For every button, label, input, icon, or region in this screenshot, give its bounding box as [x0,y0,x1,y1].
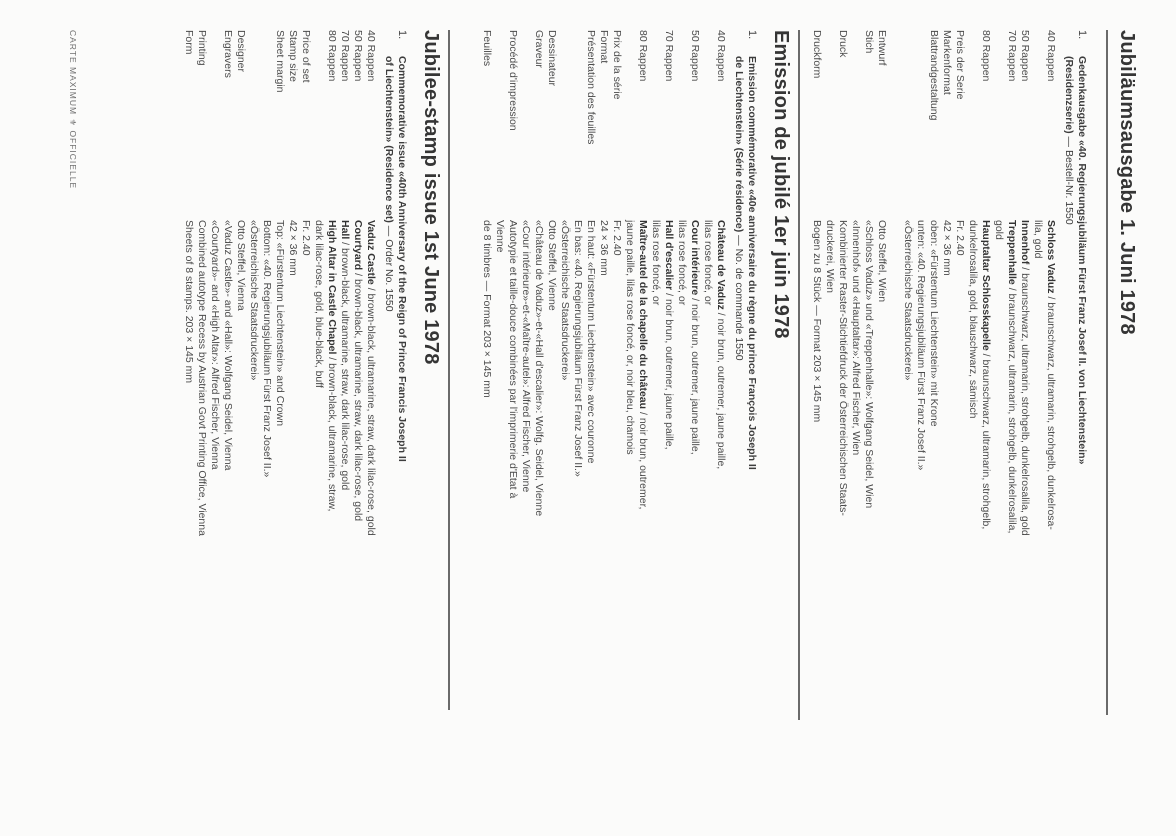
detail-label: 50 Rappen [352,30,364,82]
detail-value-text: 42 × 36 mm [941,220,953,276]
item-head-bold: Commemorative issue «40th Anniversary of the Reign of Prince Francis Joseph II [396,56,408,462]
detail-value [688,220,701,455]
detail-row [914,30,927,780]
detail-value [558,220,571,381]
detail-label: Engravers [222,30,234,78]
detail-label: Stich [863,30,875,54]
detail-row [506,30,519,780]
detail-value [182,220,195,383]
detail-value [260,220,273,477]
detail-value [299,220,312,256]
detail-value [1031,220,1044,259]
detail-label: 40 Rappen [1045,30,1057,82]
detail-row [221,30,234,780]
detail-row [1044,30,1057,780]
detail-row [325,30,338,780]
item-head-bold: Gedenkausgabe «40. Regierungsjubiläum Fürst Franz Josef II. von Liechtenstein» [1076,56,1088,465]
detail-row [623,30,636,780]
detail-value-text: jaune paille, lilas rose foncé, or, noir bleu, chamois [624,220,636,455]
detail-value-text: Fr. 2.40 [300,220,312,256]
detail-label: 40 Rappen [365,30,377,82]
section-rule [798,30,800,720]
detail-row [571,30,584,780]
detail-row [649,30,662,780]
detail-value [597,220,610,276]
detail-value-text: Autotypie et taille-douce combinées par l'imprimerie d'Etat à [507,220,519,499]
detail-label: Price of set [300,30,312,83]
detail-row [545,30,558,780]
detail-row [519,30,532,780]
detail-value-bold: Château de Vaduz [715,220,727,310]
detail-row [208,30,221,780]
detail-label: Procédé d'impression [507,30,519,131]
detail-row [299,30,312,780]
detail-row [195,30,208,780]
detail-value-text: «Österreichische Staatsdruckerei» [902,220,914,381]
detail-row [940,30,953,780]
detail-value-text: «Courtyard»- and «High Altar»: Alfred Fischer, Vienna [209,220,221,470]
detail-label: 80 Rappen [637,30,649,82]
detail-row [927,30,940,780]
detail-value-bold: Hall d'escalier [663,220,675,291]
detail-value-bold: Innenhof [1019,220,1031,265]
detail-row [273,30,286,780]
detail-row [351,30,364,780]
item-head-line-2 [732,56,745,361]
detail-row [979,30,992,780]
detail-row [953,30,966,780]
section-title: Jubiläumsausgabe 1. Juni 1978 [1116,30,1138,335]
rotated-text-block [50,30,1140,780]
detail-value [649,220,662,305]
item-head-bold: de Liechtenstein» (Série résidence) [733,56,745,233]
detail-label: 80 Rappen [326,30,338,82]
detail-value [836,220,849,516]
detail-value-text: Vienne [494,220,506,253]
detail-value [662,220,675,450]
detail-value-text: Fr. 2.40 [954,220,966,256]
item-head-bold: Emission commémorative «40e anniversaire du règne du prince François Joseph II [746,56,758,470]
detail-value-text: / braunschwarz, ultramarin, strohgelb, dunkelrosa- [1045,293,1057,530]
detail-value [1018,220,1031,536]
item-number: 1. [1076,30,1088,40]
detail-value-text: lila, gold [1032,220,1044,259]
detail-value [966,220,979,418]
detail-value-text: / braunschwarz, ultramarin, strohgelb, [980,350,992,530]
item-head-line-1 [395,56,408,462]
detail-value-text: dark lilac-rose, gold, blue-black, buff [313,220,325,388]
detail-value [247,220,260,381]
section-french [460,30,800,780]
detail-label: 80 Rappen [980,30,992,82]
detail-row [260,30,273,780]
detail-value [875,220,888,302]
detail-value-text: «Cour intérieure»-et-«Maître-autel»: Alfred Fischer, Vienne [520,220,532,493]
detail-value-text: En bas: «40. Regierungsjubiläum Fürst Franz Josef II.» [572,220,584,477]
detail-value-bold: Hall [339,220,351,240]
detail-label: Présentation des feuilles [585,30,597,145]
item-head-plain: — Bestell-Nr. 1550 [1063,133,1075,225]
detail-value-text: Sheets of 8 stamps. 203 × 145 mm [183,220,195,384]
detail-row [862,30,875,780]
detail-value [823,220,836,293]
item-head-line-2 [1062,56,1075,225]
detail-row [992,30,1005,780]
item-head-plain: — Order No. 1550 [383,222,395,312]
detail-value [714,220,727,469]
detail-value [364,220,377,536]
detail-row [888,30,901,780]
detail-row [823,30,836,780]
detail-label: Printing [196,30,208,66]
detail-row [1005,30,1018,780]
detail-value-text: En haut: «Fürstentum Liechtenstein» avec couronne [585,220,597,464]
detail-value [953,220,966,256]
detail-row [493,30,506,780]
detail-value-text: Bogen zu 8 Stück — Format 203 × 145 mm [811,220,823,423]
detail-value-bold: Courtyard [352,220,364,271]
detail-row [480,30,493,780]
item-head-line-1 [1075,56,1088,464]
detail-value-text: lilas rose foncé, or [702,220,714,306]
item-head-bold: of Liechtenstein» (Residence set) [383,56,395,223]
detail-value-bold: Maître-autel de la chapelle du château [637,220,649,410]
detail-value-text: «Vaduz Castle»- and «Hall»: Wolfgang Seidel, Vienna [222,220,234,471]
item-head-line-1 [745,56,758,470]
detail-label: Sheet margin [274,30,286,93]
carte-maximum-footer: CARTE MAXIMUM ⚜ OFFICIELLE [68,30,78,190]
detail-value [979,220,992,529]
detail-value-text: oben: «Fürstentum Liechtenstein» mit Krone [928,220,940,427]
detail-value-text: Fr. 2.40 [611,220,623,256]
item-head-plain: — No. de commande 1550 [733,232,745,361]
detail-value [849,220,862,455]
detail-value-text: Kombinierter Raster-Stichtiefdruck der Österreichischen Staats- [837,220,849,516]
detail-row [234,30,247,780]
detail-row [688,30,701,780]
detail-row [286,30,299,780]
detail-value [532,220,545,516]
detail-value [610,220,623,256]
detail-value [273,220,286,426]
detail-value-text: lilas rose foncé, or [676,220,688,306]
detail-row [584,30,597,780]
item-head-line-2 [382,56,395,312]
detail-label: Druckform [811,30,823,79]
detail-row [714,30,727,780]
detail-value-text: 42 × 36 mm [287,220,299,276]
detail-value-bold: Schloss Vaduz [1045,220,1057,294]
detail-label: Graveur [533,30,545,68]
detail-row [836,30,849,780]
detail-label: Form [183,30,195,55]
detail-value-bold: Vaduz Castle [365,220,377,285]
detail-value [221,220,234,470]
detail-row [558,30,571,780]
detail-value [940,220,953,276]
detail-label: 50 Rappen [1019,30,1031,82]
section-rule [448,30,450,710]
detail-value-text: «Österreichische Staatsdruckerei» [559,220,571,381]
detail-value [480,220,493,398]
detail-value [312,220,325,388]
detail-value [195,220,208,536]
detail-value [493,220,506,253]
detail-value-bold: High Altar in Castle Chapel [326,220,338,355]
detail-value-text: / noir brun, outremer, jaune paille, [663,290,675,450]
detail-row [701,30,714,780]
detail-value [914,220,927,470]
section-rule [1106,30,1108,715]
detail-label: 70 Rappen [1006,30,1018,82]
item-number: 1. [396,30,408,40]
detail-label: 70 Rappen [663,30,675,82]
detail-label: Entwurf [876,30,888,66]
detail-row [875,30,888,780]
detail-value-text: «Château de Vaduz»-et-«Hall d'escalier»: Wolfg. Seidel, Vienne [533,220,545,517]
detail-label: 70 Rappen [339,30,351,82]
detail-value-text: / noir brun, outremer, jaune paille, [715,309,727,470]
detail-row [675,30,688,780]
detail-value-text: unten: «40. Regierungsjubiläum Fürst Franz Josef II.» [915,220,927,471]
detail-value-text: de 8 timbres — Format 203 × 145 mm [481,220,493,398]
detail-label: Stamp size [287,30,299,82]
detail-value-text: / braunschwarz, ultramarin, strohgelb, dunkelrosalila, [1006,284,1018,534]
detail-row [1018,30,1031,780]
detail-label: Preis der Serie [954,30,966,100]
detail-value [862,220,875,508]
detail-value-bold: Hauptaltar Schlosskapelle [980,220,992,351]
detail-value-text: / noir brun, outremer, jaune paille, [689,295,701,455]
detail-row [901,30,914,780]
detail-row [662,30,675,780]
detail-value [584,220,597,463]
detail-value [234,220,247,311]
detail-value-text: Bottom: «40. Regierungsjubiläum Fürst Franz Josef II.» [261,220,273,478]
detail-value [1044,220,1057,530]
detail-value-text: / noir brun, outremer, [637,409,649,510]
detail-label: 40 Rappen [715,30,727,82]
detail-value-text: / brown-black, ultramarine, straw, [326,354,338,512]
detail-value [927,220,940,427]
detail-value [208,220,221,470]
detail-value-text: / braunschwarz, ultramarin, strohgelb, dunkelrosalila, gold [1019,264,1031,536]
detail-label: Dessinateur [546,30,558,87]
detail-label: Feuilles [481,30,493,67]
detail-value [701,220,714,305]
detail-value-text: Combined autotype Recess by Austrian Govt Printing Office, Vienna [196,220,208,536]
detail-value [623,220,636,455]
detail-row [597,30,610,780]
detail-row [532,30,545,780]
detail-label: Druck [837,30,849,58]
detail-value-text: / brown-black, ultramarine, straw, dark lilac-rose, gold [339,239,351,491]
detail-value [545,220,558,311]
detail-value [351,220,364,521]
detail-value [325,220,338,511]
detail-value [571,220,584,477]
section-title: Emission de jubilé 1er juin 1978 [770,30,792,339]
detail-value-bold: Treppenhalle [1006,220,1018,285]
section-title: Jubilee-stamp issue 1st June 1978 [420,30,442,365]
detail-value-text: Otto Steffel, Wien [876,220,888,303]
detail-value [810,220,823,422]
detail-row [610,30,623,780]
detail-value [338,220,351,490]
detail-value [675,220,688,305]
detail-value-text: «Schloss Vaduz» und «Treppenhalle»: Wolfgang Seidel, Wien [863,220,875,509]
detail-row [312,30,325,780]
detail-label: Blattrandgestaltung [928,30,940,121]
detail-value-text: lilas rose foncé, or [650,220,662,306]
detail-value [519,220,532,492]
detail-value-text: dunkelrosalila, gold, blauschwarz, sämisch [967,220,979,419]
item-number: 1. [746,30,758,40]
item-head-bold: (Residenzserie) [1063,56,1075,134]
detail-value [901,220,914,381]
detail-value-text: 24 × 36 mm [598,220,610,276]
detail-value-text: Otto Steffel, Vienna [235,220,247,311]
detail-row [182,30,195,780]
section-german [805,30,1140,780]
detail-row [810,30,823,780]
section-english [130,30,450,780]
detail-value-text: gold [993,220,1005,240]
detail-value [1005,220,1018,533]
detail-value-text: / brown-black, ultramarine, straw, dark lilac-rose, gold [352,270,364,522]
detail-value-text: druckerei, Wien [824,220,836,293]
detail-label: Markenformat [941,30,953,95]
detail-value [286,220,299,276]
detail-label: Format [598,30,610,64]
detail-row [636,30,649,780]
detail-row [966,30,979,780]
detail-value-text: / brown-black, ultramarine, straw, dark lilac-rose, gold [365,284,377,536]
detail-value [506,220,519,498]
detail-value [992,220,1005,240]
detail-value-text: Otto Steffel, Vienne [546,220,558,311]
detail-value-text: «Österreichische Staatsdruckerei» [248,220,260,381]
detail-row [247,30,260,780]
detail-row [364,30,377,780]
detail-value-text: «Innenhof» und «Hauptaltar»: Alfred Fischer, Wien [850,220,862,456]
detail-label: 50 Rappen [689,30,701,82]
detail-row [338,30,351,780]
detail-row [849,30,862,780]
detail-value [636,220,649,509]
detail-row [1031,30,1044,780]
detail-value-bold: Cour intérieure [689,220,701,296]
detail-value-text: Top: «Fürstentum Liechtenstein» and Crown [274,220,286,427]
detail-label: Prix de la série [611,30,623,100]
detail-label: Designer [235,30,247,73]
